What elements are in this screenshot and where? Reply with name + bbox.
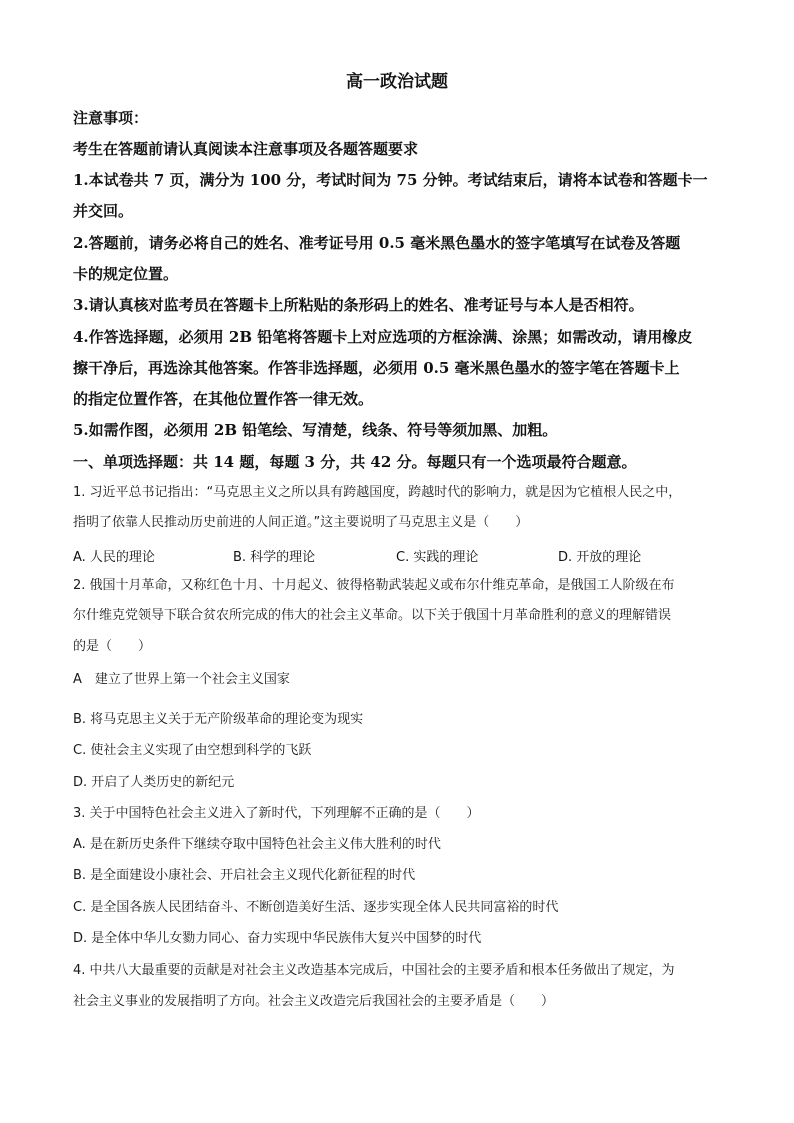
question-2-option-b: B. 将马克思主义关于无产阶级革命的理论变为现实 (73, 712, 364, 727)
question-3-option-a: A. 是在新历史条件下继续夺取中国特色社会主义伟大胜利的时代 (73, 837, 441, 852)
notice-line: 擦干净后，再选涂其他答案。作答非选择题，必须用 0.5 毫米黑色墨水的签字笔在答题卡上 (73, 359, 680, 377)
question-4-text: 4. 中共八大最重要的贡献是对社会主义改造基本完成后，中国社会的主要矛盾和根本任务做出了规定，为 (73, 963, 675, 978)
question-2-text: 2. 俄国十月革命，又称红色十月、十月起义、彼得格勒武装起义或布尔什维克革命，是俄国工人阶级在布 (73, 578, 675, 593)
question-2-option-a: A 建立了世界上第一个社会主义国家 (73, 672, 290, 687)
question-2-option-c: C. 使社会主义实现了由空想到科学的飞跃 (73, 743, 312, 758)
notice-line: 2.答题前，请务必将自己的姓名、准考证号用 0.5 毫米黑色墨水的签字笔填写在试卷及答题 (73, 234, 681, 252)
question-1-text: 指明了依靠人民推动历史前进的人间正道。”这主要说明了马克思主义是（ ） (73, 515, 529, 530)
question-1-text: 1. 习近平总书记指出：“马克思主义之所以具有跨越国度，跨越时代的影响力，就是因为它植根人民之中， (73, 485, 682, 500)
notice-line: 5.如需作图，必须用 2B 铅笔绘、写清楚，线条、符号等须加黑、加粗。 (73, 421, 558, 439)
question-2-text: 的是（ ） (73, 639, 152, 654)
question-1-option-d: D. 开放的理论 (558, 550, 642, 565)
notice-line: 并交回。 (73, 202, 134, 220)
notice-line: 考生在答题前请认真阅读本注意事项及各题答题要求 (73, 140, 419, 158)
question-3-option-d: D. 是全体中华儿女勠力同心、奋力实现中华民族伟大复兴中国梦的时代 (73, 931, 482, 946)
question-2-option-d: D. 开启了人类历史的新纪元 (73, 775, 235, 790)
question-1-option-c: C. 实践的理论 (396, 550, 479, 565)
question-2-text: 尔什维克党领导下联合贫农所完成的伟大的社会主义革命。以下关于俄国十月革命胜利的意义的理解错误 (73, 608, 672, 623)
page-title: 高一政治试题 (346, 72, 448, 92)
notice-line: 卡的规定位置。 (73, 265, 179, 283)
section-heading: 一、单项选择题：共 14 题，每题 3 分，共 42 分。每题只有一个选项最符合题意。 (73, 453, 637, 471)
notice-line: 4.作答选择题，必须用 2B 铅笔将答题卡上对应选项的方框涂满、涂黑；如需改动，请用橡皮 (73, 328, 693, 346)
question-3-option-b: B. 是全面建设小康社会、开启社会主义现代化新征程的时代 (73, 868, 416, 883)
notice-line: 的指定位置作答，在其他位置作答一律无效。 (73, 390, 374, 408)
notice-line: 3.请认真核对监考员在答题卡上所粘贴的条形码上的姓名、准考证号与本人是否相符。 (73, 296, 644, 314)
question-3-option-c: C. 是全国各族人民团结奋斗、不断创造美好生活、逐步实现全体人民共同富裕的时代 (73, 900, 559, 915)
question-4-text: 社会主义事业的发展指明了方向。社会主义改造完后我国社会的主要矛盾是（ ） (73, 994, 555, 1009)
question-1-option-b: B. 科学的理论 (233, 550, 316, 565)
notice-heading: 注意事项： (73, 109, 149, 127)
notice-line: 1.本试卷共 7 页，满分为 100 分，考试时间为 75 分钟。考试结束后，请将本试卷和答题卡一 (73, 171, 708, 189)
question-1-option-a: A. 人民的理论 (73, 550, 155, 565)
question-3-text: 3. 关于中国特色社会主义进入了新时代，下列理解不正确的是（ ） (73, 806, 480, 821)
question-1-options (73, 546, 728, 564)
